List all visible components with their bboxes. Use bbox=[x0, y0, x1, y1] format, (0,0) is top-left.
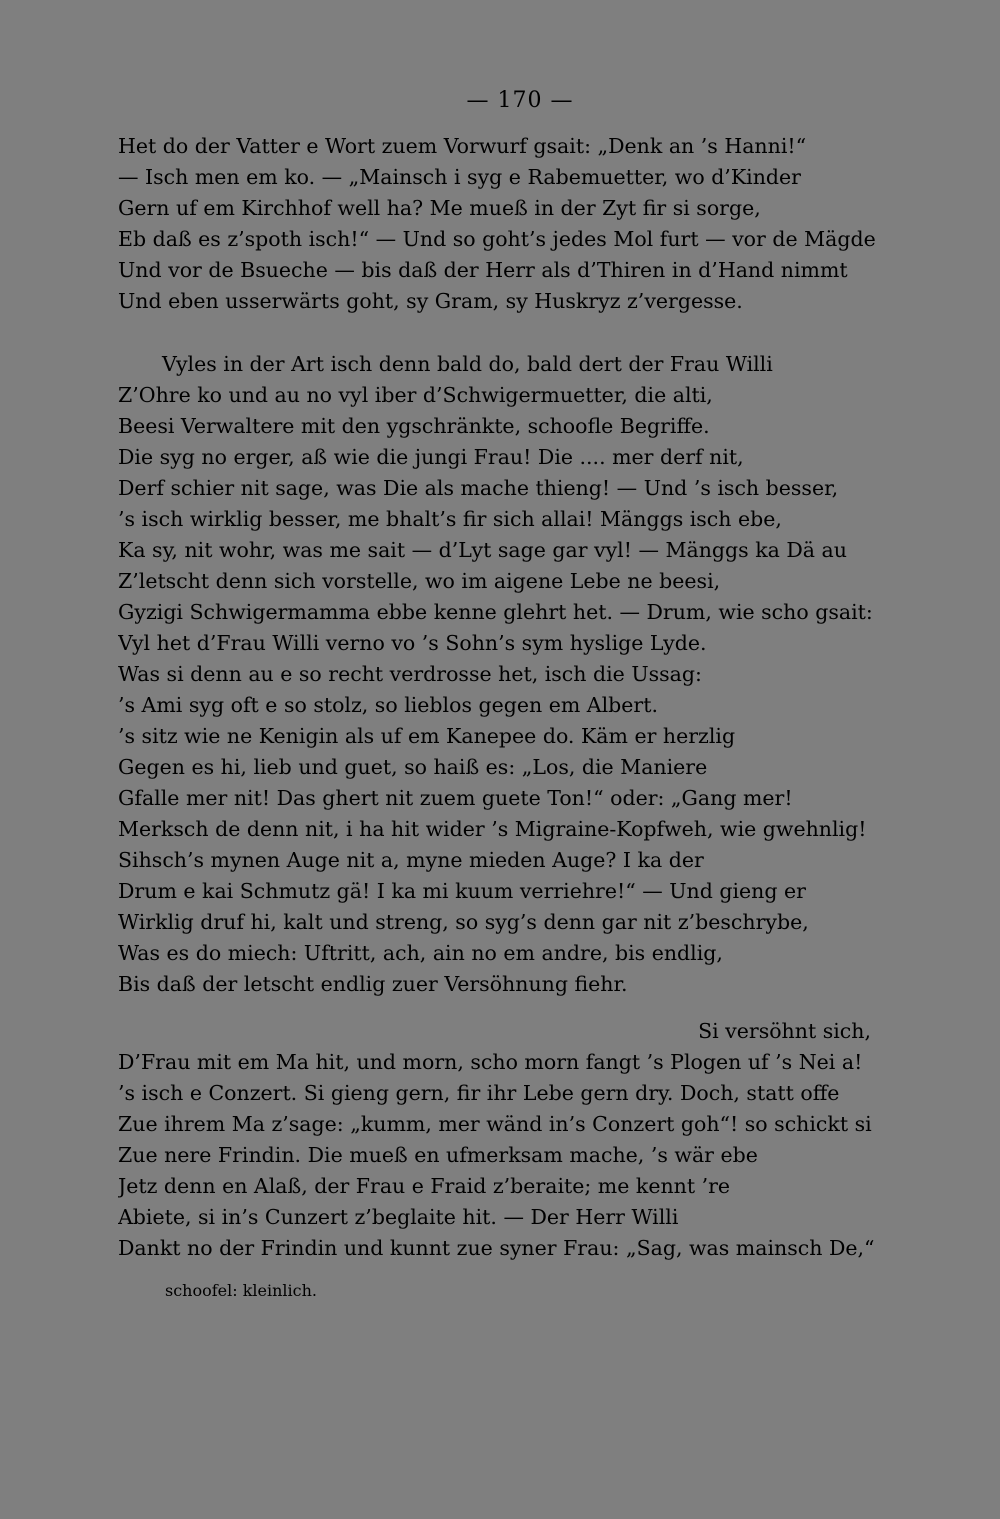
text-line: Z’letscht denn sich vorstelle, wo im aigene Lebe ne beesi, bbox=[118, 569, 721, 593]
text-line: Vyl het d’Frau Willi verno vo ’s Sohn’s sym hyslige Lyde. bbox=[118, 631, 707, 655]
text-line: Merksch de denn nit, i ha hit wider ’s Migraine-Kopfweh, wie gwehnlig! bbox=[118, 817, 867, 841]
text-line: Gegen es hi, lieb und guet, so haiß es: „Los, die Maniere bbox=[118, 755, 708, 779]
text-line: Het do der Vatter e Wort zuem Vorwurf gsait: „Denk an ’s Hanni!“ bbox=[118, 134, 807, 158]
text-line: Jetz denn en Alaß, der Frau e Fraid z’beraite; me kennt ’re bbox=[118, 1174, 731, 1198]
text-line: Vyles in der Art isch denn bald do, bald dert der Frau Willi bbox=[162, 352, 773, 376]
text-line: Zue nere Frindin. Die mueß en ufmerksam mache, ’s wär ebe bbox=[118, 1143, 758, 1167]
text-line: Ka sy, nit wohr, was me sait — d’Lyt sage gar vyl! — Mänggs ka Dä au bbox=[118, 538, 847, 562]
text-line: Zue ihrem Ma z’sage: „kumm, mer wänd in’s Conzert goh“! so schickt si bbox=[118, 1112, 872, 1136]
paragraph-3 bbox=[118, 1016, 933, 1264]
paragraph-1 bbox=[118, 131, 933, 317]
text-line: Z’Ohre ko und au no vyl iber d’Schwigermuetter, die alti, bbox=[118, 383, 713, 407]
text-line: Was si denn au e so recht verdrosse het, isch die Ussag: bbox=[118, 662, 702, 686]
text-line: Drum e kai Schmutz gä! I ka mi kuum verriehre!“ — Und gieng er bbox=[118, 879, 806, 903]
text-line: ’s Ami syg oft e so stolz, so lieblos gegen em Albert. bbox=[118, 693, 658, 717]
text-line: Gyzigi Schwigermamma ebbe kenne glehrt het. — Drum, wie scho gsait: bbox=[118, 600, 873, 624]
footnote: schoofel: kleinlich. bbox=[165, 1281, 318, 1300]
text-line: Und vor de Bsueche — bis daß der Herr als d’Thiren in d’Hand nimmt bbox=[118, 258, 848, 282]
text-line: Gfalle mer nit! Das ghert nit zuem guete Ton!“ oder: „Gang mer! bbox=[118, 786, 793, 810]
text-line: Si versöhnt sich, bbox=[698, 1019, 871, 1043]
text-line: Wirklig druf hi, kalt und streng, so syg’s denn gar nit z’beschrybe, bbox=[118, 910, 809, 934]
text-line: Derf schier nit sage, was Die als mache thieng! — Und ’s isch besser, bbox=[118, 476, 839, 500]
text-line: Was es do miech: Uftritt, ach, ain no em andre, bis endlig, bbox=[118, 941, 723, 965]
text-line: Die syg no erger, aß wie die jungi Frau! Die .... mer derf nit, bbox=[118, 445, 744, 469]
text-line: Bis daß der letscht endlig zuer Versöhnung fiehr. bbox=[118, 972, 628, 996]
paragraph-2 bbox=[118, 349, 933, 1000]
text-line: Gern uf em Kirchhof well ha? Me mueß in der Zyt fir si sorge, bbox=[118, 196, 761, 220]
text-line: ’s isch wirklig besser, me bhalt’s fir sich allai! Mänggs isch ebe, bbox=[118, 507, 782, 531]
text-line: Abiete, si in’s Cunzert z’beglaite hit. — Der Herr Willi bbox=[118, 1205, 679, 1229]
text-line: ’s sitz wie ne Kenigin als uf em Kanepee do. Käm er herzlig bbox=[118, 724, 736, 748]
text-line: ’s isch e Conzert. Si gieng gern, fir ihr Lebe gern dry. Doch, statt offe bbox=[118, 1081, 840, 1105]
page-number: — 170 — bbox=[466, 88, 574, 113]
text-line: Beesi Verwaltere mit den ygschränkte, schoofle Begriffe. bbox=[118, 414, 710, 438]
text-line: Und eben usserwärts goht, sy Gram, sy Huskryz z’vergesse. bbox=[118, 289, 743, 313]
text-line: Eb daß es z’spoth isch!“ — Und so goht’s jedes Mol furt — vor de Mägde bbox=[118, 227, 876, 251]
text-line: D’Frau mit em Ma hit, und morn, scho morn fangt ’s Plogen uf ’s Nei a! bbox=[118, 1050, 863, 1074]
text-line: — Isch men em ko. — „Mainsch i syg e Rabemuetter, wo d’Kinder bbox=[118, 165, 801, 189]
text-line: Sihsch’s mynen Auge nit a, myne mieden Auge? I ka der bbox=[118, 848, 704, 872]
text-line: Dankt no der Frindin und kunnt zue syner Frau: „Sag, was mainsch De,“ bbox=[118, 1236, 875, 1260]
